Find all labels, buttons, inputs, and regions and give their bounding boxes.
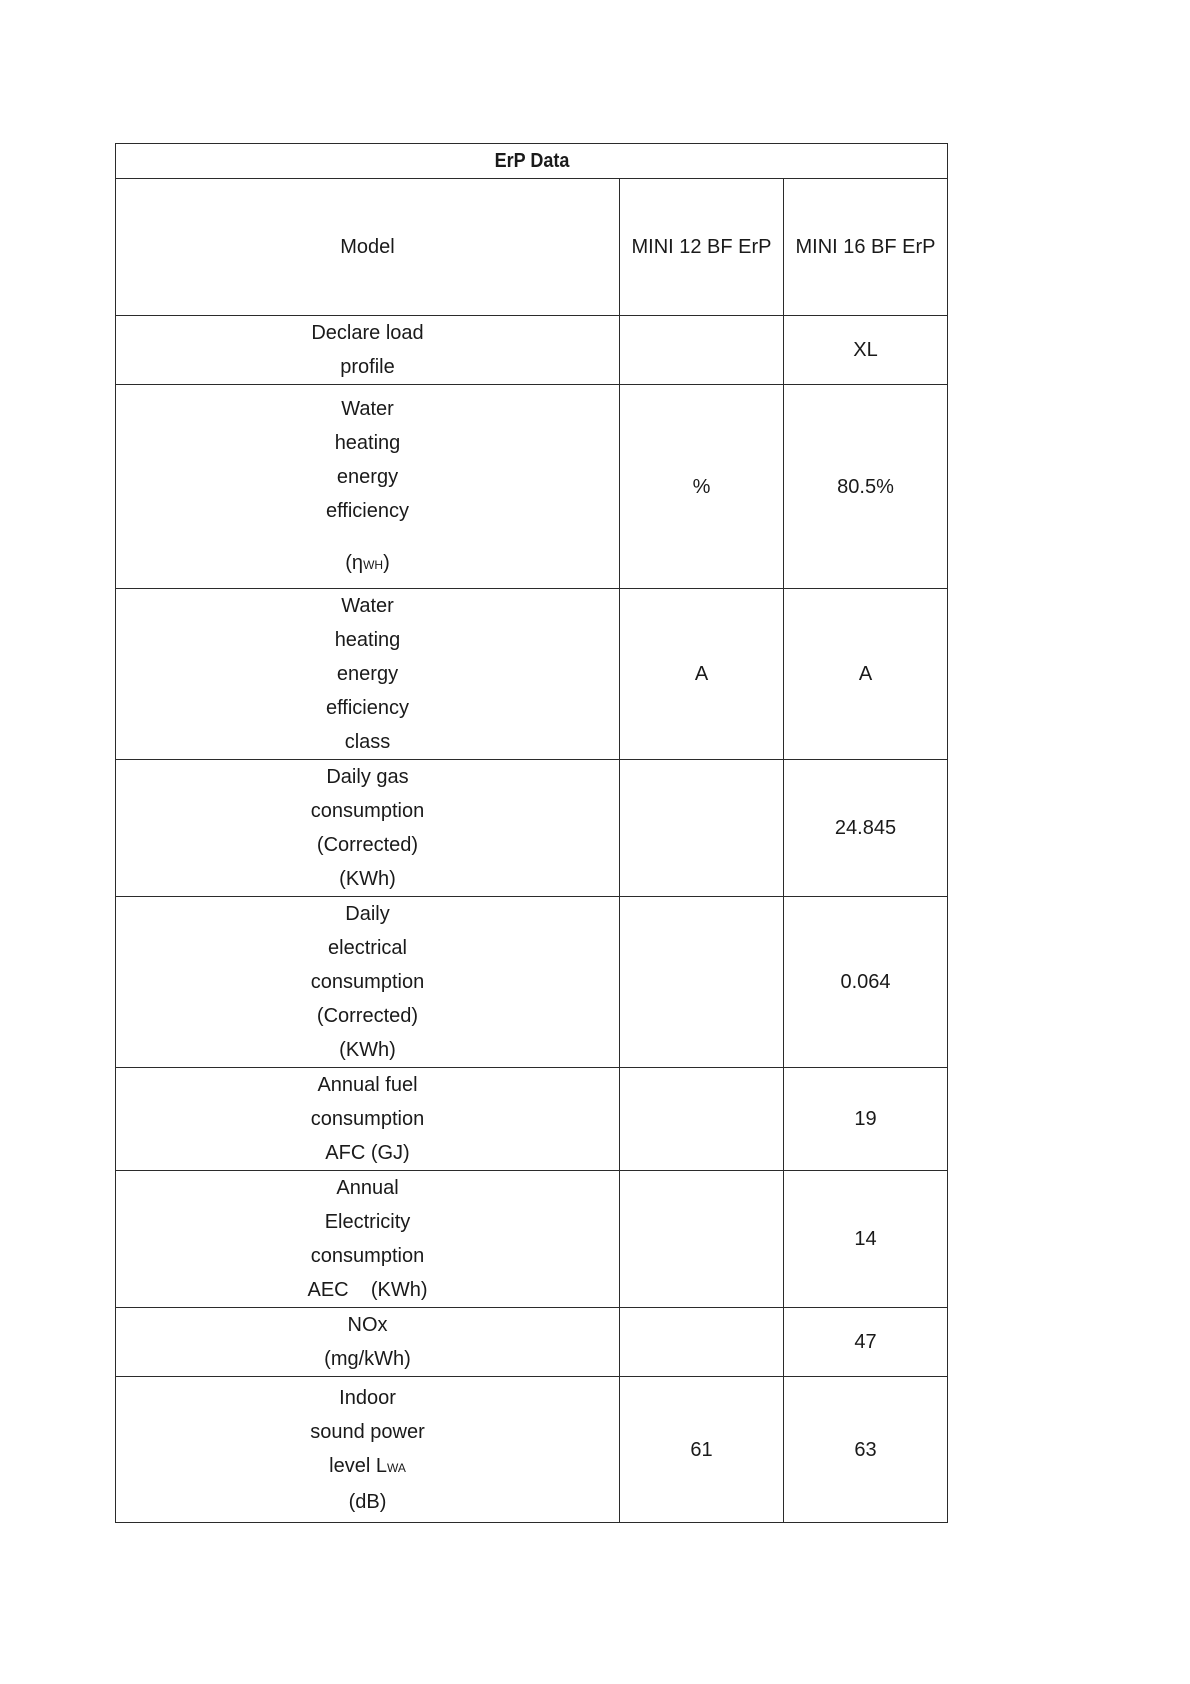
load-profile-label bbox=[116, 316, 620, 385]
label-line: electrical bbox=[328, 937, 407, 959]
table-row-annual-fuel bbox=[116, 1068, 948, 1171]
label-line: AFC (GJ) bbox=[325, 1142, 410, 1164]
table-row-daily-electrical bbox=[116, 897, 948, 1068]
annual-electricity-mini-16: 14 bbox=[784, 1171, 948, 1308]
sound-power-label bbox=[116, 1377, 620, 1523]
efficiency-class-mini-12: A bbox=[620, 589, 784, 760]
lwa-subscript: WA bbox=[386, 1460, 406, 1475]
efficiency-mini-16: 80.5% bbox=[784, 385, 948, 589]
eta-close: ) bbox=[383, 551, 390, 574]
model-label: Model bbox=[116, 179, 620, 316]
label-line: consumption bbox=[310, 800, 425, 822]
table-row-sound-power bbox=[116, 1377, 948, 1523]
efficiency-symbol bbox=[122, 546, 613, 582]
daily-electrical-label bbox=[116, 897, 620, 1068]
label-line: Water bbox=[341, 397, 394, 420]
nox-mini-12 bbox=[620, 1308, 784, 1377]
label-line: efficiency bbox=[325, 697, 409, 719]
load-profile-mini-16: XL bbox=[784, 316, 948, 385]
daily-gas-mini-12 bbox=[620, 760, 784, 897]
label-line: sound power bbox=[310, 1420, 425, 1443]
label-line: energy bbox=[336, 663, 399, 685]
annual-fuel-mini-12 bbox=[620, 1068, 784, 1171]
label-line: Electricity bbox=[324, 1211, 411, 1233]
table-row-efficiency bbox=[116, 385, 948, 589]
load-profile-mini-12 bbox=[620, 316, 784, 385]
annual-fuel-mini-16: 19 bbox=[784, 1068, 948, 1171]
table-row-load-profile bbox=[116, 316, 948, 385]
label-line: consumption bbox=[310, 1245, 425, 1267]
table-row-model bbox=[116, 179, 948, 316]
label-line: Water bbox=[341, 595, 394, 617]
table-row-daily-gas bbox=[116, 760, 948, 897]
table-title-row bbox=[116, 144, 948, 179]
model-mini-16: MINI 16 BF ErP bbox=[784, 179, 948, 316]
sound-power-mini-16: 63 bbox=[784, 1377, 948, 1523]
label-line: AEC (KWh) bbox=[307, 1279, 428, 1301]
table-row-annual-electricity bbox=[116, 1171, 948, 1308]
daily-gas-mini-16: 24.845 bbox=[784, 760, 948, 897]
eta-symbol: (η bbox=[345, 551, 364, 574]
label-line: heating bbox=[334, 431, 401, 454]
label-line: (Corrected) bbox=[316, 1005, 419, 1027]
sound-power-mini-12: 61 bbox=[620, 1377, 784, 1523]
table-row-nox bbox=[116, 1308, 948, 1377]
label-line: (mg/kWh) bbox=[324, 1348, 411, 1370]
efficiency-class-label bbox=[116, 589, 620, 760]
annual-electricity-mini-12 bbox=[620, 1171, 784, 1308]
label-line: (Corrected) bbox=[316, 834, 419, 856]
label-line: class bbox=[344, 731, 391, 753]
erp-data-table bbox=[115, 143, 948, 1523]
daily-electrical-mini-12 bbox=[620, 897, 784, 1068]
efficiency-class-mini-16: A bbox=[784, 589, 948, 760]
label-line: (KWh) bbox=[339, 1039, 396, 1061]
label-line: (dB) bbox=[348, 1490, 387, 1513]
lwa-main: level L bbox=[329, 1454, 387, 1477]
label-line: profile bbox=[340, 356, 395, 378]
nox-mini-16: 47 bbox=[784, 1308, 948, 1377]
label-line: consumption bbox=[310, 971, 425, 993]
efficiency-mini-12: % bbox=[620, 385, 784, 589]
eta-subscript: WH bbox=[363, 557, 384, 572]
table-title: ErP Data bbox=[157, 144, 906, 179]
label-line: Declare load bbox=[311, 322, 424, 344]
label-line-lwa bbox=[122, 1449, 613, 1485]
label-line: Annual fuel bbox=[317, 1074, 418, 1096]
nox-label bbox=[116, 1308, 620, 1377]
label-line: energy bbox=[336, 465, 399, 488]
label-line: Indoor bbox=[339, 1386, 396, 1409]
annual-electricity-label bbox=[116, 1171, 620, 1308]
label-line: (KWh) bbox=[339, 868, 396, 890]
model-mini-12: MINI 12 BF ErP bbox=[620, 179, 784, 316]
label-line: Annual bbox=[336, 1177, 399, 1199]
label-line: Daily gas bbox=[326, 766, 409, 788]
daily-gas-label bbox=[116, 760, 620, 897]
daily-electrical-mini-16: 0.064 bbox=[784, 897, 948, 1068]
label-line: efficiency bbox=[325, 499, 409, 522]
label-line: heating bbox=[334, 629, 401, 651]
annual-fuel-label bbox=[116, 1068, 620, 1171]
label-line: Daily bbox=[345, 903, 390, 925]
efficiency-label bbox=[116, 385, 620, 589]
label-line: NOx bbox=[347, 1314, 388, 1336]
label-line: consumption bbox=[310, 1108, 425, 1130]
table-row-efficiency-class bbox=[116, 589, 948, 760]
